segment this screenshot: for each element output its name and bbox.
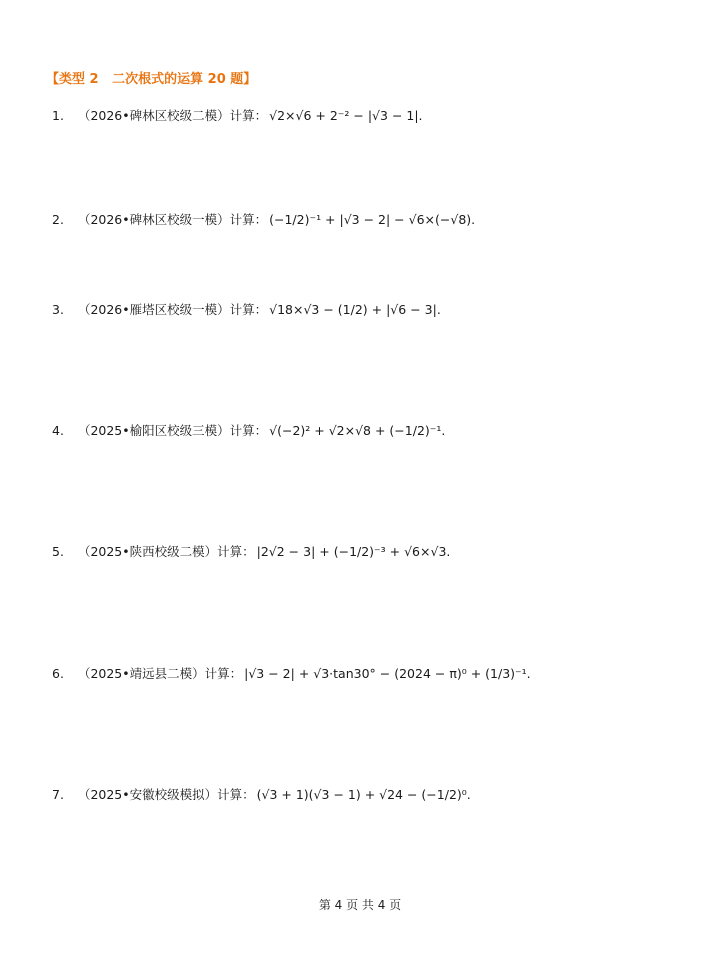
problem-expression: |2√2 − 3| + (−1/2)⁻³ + √6×√3. — [256, 544, 451, 559]
problem-number: 7. — [52, 787, 64, 802]
problem-expression: |√3 − 2| + √3·tan30° − (2024 − π)⁰ + (1/3)⁻¹. — [244, 666, 531, 681]
problem-5 — [52, 542, 450, 562]
problem-number: 6. — [52, 666, 64, 681]
problem-source: （2026•碑林区校级二模）计算： — [77, 108, 268, 123]
section-heading: 【类型 2 二次根式的运算 20 题】 — [46, 72, 257, 87]
problem-source: （2026•雁塔区校级一模）计算： — [77, 302, 268, 317]
page-footer: 第 4 页 共 4 页 — [318, 898, 402, 912]
problem-expression: (−1/2)⁻¹ + |√3 − 2| − √6×(−√8). — [269, 212, 476, 227]
problem-2 — [52, 210, 475, 230]
problem-1 — [52, 106, 423, 126]
problem-number: 1. — [52, 108, 64, 123]
problem-source: （2025•安徽校级模拟）计算： — [77, 787, 255, 802]
problem-expression: √18×√3 − (1/2) + |√6 − 3|. — [269, 302, 441, 317]
problem-source: （2026•碑林区校级一模）计算： — [77, 212, 268, 227]
problem-source: （2025•靖远县二模）计算： — [77, 666, 243, 681]
problem-number: 2. — [52, 212, 64, 227]
problem-3 — [52, 300, 441, 320]
problem-expression: (√3 + 1)(√3 − 1) + √24 − (−1/2)⁰. — [256, 787, 471, 802]
problem-number: 4. — [52, 423, 64, 438]
problem-source: （2025•榆阳区校级三模）计算： — [77, 423, 268, 438]
problem-7 — [52, 785, 471, 805]
problem-4 — [52, 421, 445, 441]
problem-6 — [52, 664, 531, 684]
problem-source: （2025•陕西校级二模）计算： — [77, 544, 255, 559]
problem-number: 5. — [52, 544, 64, 559]
problem-number: 3. — [52, 302, 64, 317]
problem-expression: √2×√6 + 2⁻² − |√3 − 1|. — [269, 108, 423, 123]
problem-expression: √(−2)² + √2×√8 + (−1/2)⁻¹. — [269, 423, 446, 438]
